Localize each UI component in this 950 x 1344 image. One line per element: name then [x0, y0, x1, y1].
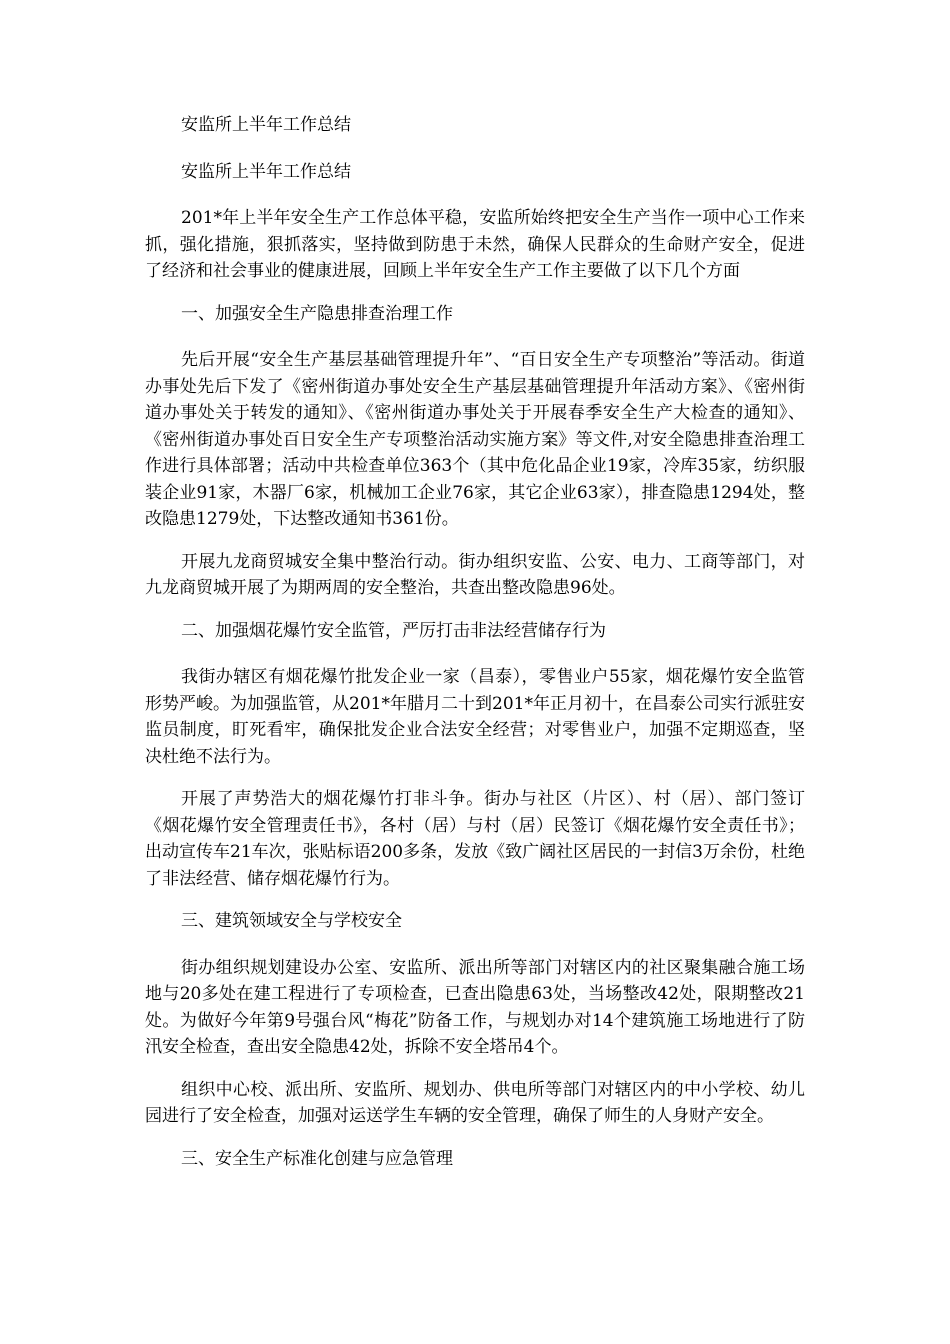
body-paragraph: 开展九龙商贸城安全集中整治行动。街办组织安监、公安、电力、工商等部门，对九龙商贸城开展了为期两周的安全整治，共查出整改隐患96处。: [145, 551, 805, 598]
section-heading-3: 三、建筑领域安全与学校安全: [181, 911, 402, 931]
body-paragraph: 我街办辖区有烟花爆竹批发企业一家（昌泰），零售业户55家，烟花爆竹安全监管形势严峻。为加强监管，从201*年腊月二十到201*年正月初十，在昌泰公司实行派驻安监员制度，盯死看牢，确保批发企业合法安全经营；对零售业户，加强不定期巡查，坚决杜绝不法行为。: [145, 667, 805, 767]
document-body: [145, 112, 805, 1192]
body-paragraph: 街办组织规划建设办公室、安监所、派出所等部门对辖区内的社区聚集融合施工场地与20多处在建工程进行了专项检查，已查出隐患63处，当场整改42处，限期整改21处。为做好今年第9号强台风“梅花”防备工作，与规划办对14个建筑施工场地进行了防汛安全检查，查出安全隐患42处，拆除不安全塔吊4个。: [145, 957, 805, 1057]
intro-paragraph: 201*年上半年安全生产工作总体平稳，安监所始终把安全生产当作一项中心工作来抓，强化措施，狠抓落实，坚持做到防患于未然，确保人民群众的生命财产安全，促进了经济和社会事业的健康进展，回顾上半年安全生产工作主要做了以下几个方面: [145, 208, 805, 281]
body-paragraph: 组织中心校、派出所、安监所、规划办、供电所等部门对辖区内的中小学校、幼儿园进行了安全检查，加强对运送学生车辆的安全管理，确保了师生的人身财产安全。: [145, 1079, 805, 1126]
document-subtitle: 安监所上半年工作总结: [181, 161, 351, 182]
body-paragraph: 开展了声势浩大的烟花爆竹打非斗争。街办与社区（片区）、村（居）、部门签订《烟花爆竹安全管理责任书》，各村（居）与村（居）民签订《烟花爆竹安全责任书》；出动宣传车21车次，张贴标语200多条，发放《致广阔社区居民的一封信3万余份，杜绝了非法经营、储存烟花爆竹行为。: [145, 789, 805, 889]
section-heading-4: 三、安全生产标准化创建与应急管理: [181, 1148, 453, 1169]
body-paragraph: 先后开展“安全生产基层基础管理提升年”、“百日安全生产专项整治”等活动。街道办事处先后下发了《密州街道办事处安全生产基层基础管理提升年活动方案》、《密州街道办事处关于转发的通知》、《密州街道办事处关于开展春季安全生产大检查的通知》、《密州街道办事处百日安全生产专项整治活动实施方案》等文件,对安全隐患排查治理工作进行具体部署；活动中共检查单位363个（其中危化品企业19家，冷库35家，纺织服装企业91家，木器厂6家，机械加工企业76家，其它企业63家），排查隐患1294处，整改隐患1279处，下达整改通知书361份。: [145, 350, 805, 529]
section-heading-1: 一、加强安全生产隐患排查治理工作: [181, 303, 453, 324]
section-heading-2: 二、加强烟花爆竹安全监管，严厉打击非法经营储存行为: [181, 620, 606, 641]
document-title: 安监所上半年工作总结: [181, 115, 351, 135]
